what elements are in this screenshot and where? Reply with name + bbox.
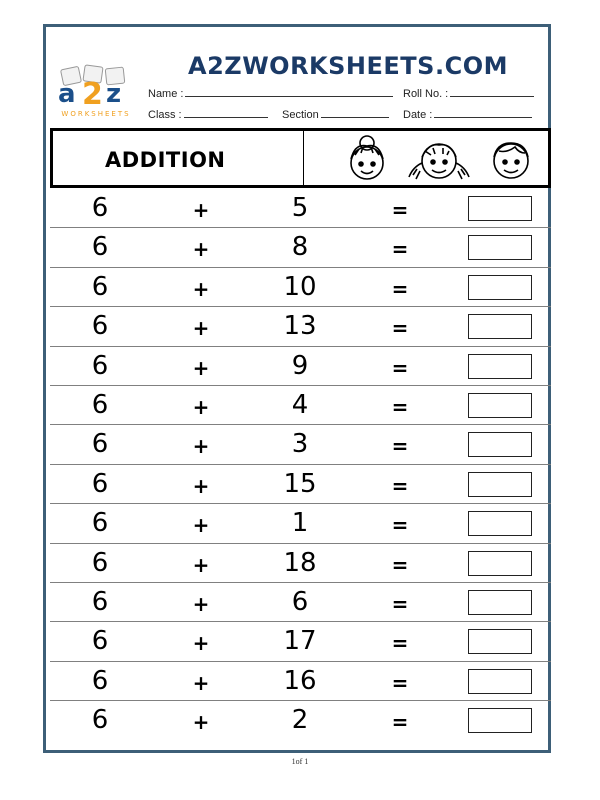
second-addend: 2 [291,705,309,736]
answer-box[interactable] [468,314,532,339]
section-field[interactable] [282,107,389,121]
equals-sign: = [391,552,409,577]
first-addend: 6 [91,232,109,263]
problem-row [50,465,551,504]
second-addend: 3 [291,429,309,460]
plus-sign: + [192,276,210,301]
equals-sign: = [391,513,409,538]
first-addend: 6 [91,193,109,223]
roll-label: Roll No. : [403,88,449,100]
date-label: Date : [403,109,433,121]
answer-box[interactable] [468,551,532,576]
equals-sign: = [391,670,409,695]
problem-row [50,701,551,740]
plus-sign: + [192,591,210,616]
problem-row [50,307,551,346]
date-field[interactable] [403,107,532,121]
plus-sign: + [192,316,210,341]
equals-sign: = [391,198,409,222]
answer-box[interactable] [468,472,532,497]
svg-text:a: a [58,79,76,109]
second-addend: 9 [291,350,309,381]
plus-sign: + [192,473,210,498]
answer-box[interactable] [468,590,532,615]
plus-sign: + [192,552,210,577]
answer-box[interactable] [468,669,532,694]
equals-sign: = [391,434,409,459]
problem-row [50,228,551,267]
problem-row [50,544,551,583]
first-addend: 6 [91,350,109,381]
site-title: A2ZWORKSHEETS.COM [188,52,508,80]
class-field[interactable] [148,107,268,121]
problem-row [50,347,551,386]
answer-box[interactable] [468,432,532,457]
answer-box[interactable] [468,235,532,260]
name-field[interactable] [148,86,393,100]
plus-sign: + [192,631,210,656]
problem-row [50,189,551,228]
first-addend: 6 [91,429,109,460]
first-addend: 6 [91,665,109,696]
logo-wordmark: WORKSHEETS [61,110,131,118]
first-addend: 6 [91,311,109,342]
first-addend: 6 [91,626,109,657]
plus-sign: + [192,355,210,380]
second-addend: 16 [283,665,317,696]
first-addend: 6 [91,705,109,736]
problem-row [50,386,551,425]
banner-divider [303,131,304,185]
second-addend: 1 [291,508,309,539]
problem-row [50,504,551,543]
first-addend: 6 [91,547,109,578]
plus-sign: + [192,710,210,735]
class-label: Class : [148,109,182,121]
answer-box[interactable] [468,708,532,733]
equals-sign: = [391,473,409,498]
second-addend: 6 [291,586,309,617]
a2z-logo [54,64,138,122]
equals-sign: = [391,276,409,301]
roll-number-field[interactable] [403,86,534,100]
first-addend: 6 [91,271,109,302]
equals-sign: = [391,316,409,341]
first-addend: 6 [91,468,109,499]
equals-sign: = [391,355,409,380]
first-addend: 6 [91,508,109,539]
plus-sign: + [192,237,210,262]
first-addend: 6 [91,586,109,617]
equals-sign: = [391,237,409,262]
problem-list [50,189,551,740]
plus-sign: + [192,434,210,459]
plus-sign: + [192,670,210,695]
equals-sign: = [391,394,409,419]
section-label: Section [282,109,319,121]
second-addend: 4 [291,389,309,420]
second-addend: 10 [283,271,317,302]
title-banner [50,128,551,188]
problem-row [50,622,551,661]
answer-box[interactable] [468,629,532,654]
problem-row [50,662,551,701]
answer-box[interactable] [468,196,532,221]
second-addend: 5 [291,193,309,223]
plus-sign: + [192,513,210,538]
page-number: 1of 1 [291,757,309,766]
second-addend: 13 [283,311,317,342]
name-label: Name : [148,88,184,100]
first-addend: 6 [91,389,109,420]
svg-text:z: z [106,79,122,109]
answer-box[interactable] [468,354,532,379]
second-addend: 18 [283,547,317,578]
answer-box[interactable] [468,393,532,418]
second-addend: 15 [283,468,317,499]
plus-sign: + [192,198,210,222]
second-addend: 8 [291,232,309,263]
second-addend: 17 [283,626,317,657]
equals-sign: = [391,631,409,656]
equals-sign: = [391,591,409,616]
equals-sign: = [391,710,409,735]
worksheet-title: ADDITION [105,148,226,172]
svg-text:2: 2 [82,77,103,112]
problem-row [50,425,551,464]
problem-row [50,583,551,622]
plus-sign: + [192,394,210,419]
answer-box[interactable] [468,511,532,536]
answer-box[interactable] [468,275,532,300]
problem-row [50,268,551,307]
children-faces-illustration [333,133,545,185]
